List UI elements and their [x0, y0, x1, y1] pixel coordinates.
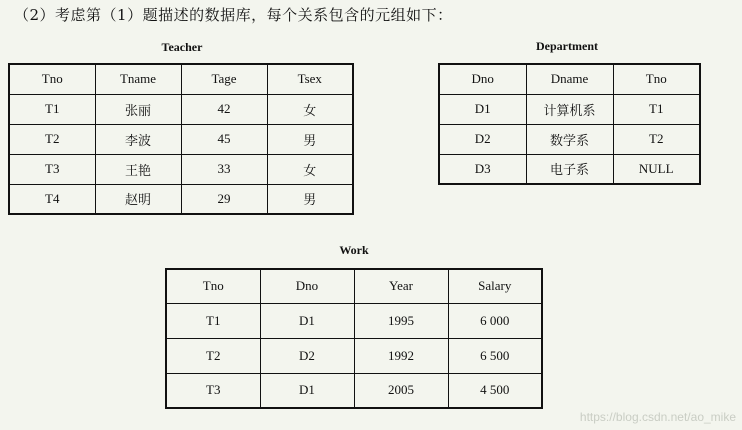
- table-cell: NULL: [613, 154, 700, 184]
- table-cell: 张丽: [95, 94, 181, 124]
- work-table: [165, 268, 543, 409]
- table-row: [9, 184, 353, 214]
- table-header-row: [439, 64, 700, 94]
- table-cell: 计算机系: [526, 94, 613, 124]
- column-header: Tno: [613, 64, 700, 94]
- table-cell: T1: [9, 94, 95, 124]
- table-cell: 1995: [354, 303, 448, 338]
- table-cell: D2: [260, 338, 354, 373]
- column-header: Dno: [260, 269, 354, 303]
- department-caption: Department: [536, 39, 598, 53]
- table-cell: D1: [260, 373, 354, 408]
- table-row: [439, 154, 700, 184]
- column-header: Year: [354, 269, 448, 303]
- table-row: [166, 338, 542, 373]
- table-cell: 4 500: [448, 373, 542, 408]
- watermark-text: https://blog.csdn.net/ao_mike: [579, 410, 736, 424]
- column-header: Tno: [9, 64, 95, 94]
- table-row: [166, 303, 542, 338]
- table-cell: T3: [166, 373, 260, 408]
- table-cell: 电子系: [526, 154, 613, 184]
- table-row: [9, 94, 353, 124]
- table-cell: T2: [9, 124, 95, 154]
- table-cell: D2: [439, 124, 526, 154]
- table-cell: 男: [267, 124, 353, 154]
- column-header: Salary: [448, 269, 542, 303]
- table-cell: 赵明: [95, 184, 181, 214]
- table-cell: T2: [166, 338, 260, 373]
- table-header-row: [9, 64, 353, 94]
- table-row: [9, 124, 353, 154]
- column-header: Dname: [526, 64, 613, 94]
- table-cell: 李波: [95, 124, 181, 154]
- table-row: [439, 94, 700, 124]
- table-cell: 1992: [354, 338, 448, 373]
- teacher-caption: Teacher: [161, 40, 203, 54]
- table-cell: D1: [260, 303, 354, 338]
- table-cell: 29: [181, 184, 267, 214]
- table-cell: T3: [9, 154, 95, 184]
- table-header-row: [166, 269, 542, 303]
- table-cell: 2005: [354, 373, 448, 408]
- column-header: Tage: [181, 64, 267, 94]
- table-cell: 45: [181, 124, 267, 154]
- problem-heading: （2）考虑第（1）题描述的数据库，每个关系包含的元组如下：: [14, 6, 453, 24]
- column-header: Tno: [166, 269, 260, 303]
- table-cell: D1: [439, 94, 526, 124]
- department-table: [438, 63, 701, 185]
- table-cell: 女: [267, 154, 353, 184]
- table-cell: 33: [181, 154, 267, 184]
- table-cell: 42: [181, 94, 267, 124]
- table-cell: 王艳: [95, 154, 181, 184]
- table-row: [9, 154, 353, 184]
- table-cell: 6 000: [448, 303, 542, 338]
- work-caption: Work: [339, 243, 369, 257]
- table-cell: 数学系: [526, 124, 613, 154]
- table-row: [166, 373, 542, 408]
- table-cell: T4: [9, 184, 95, 214]
- table-row: [439, 124, 700, 154]
- table-cell: T1: [166, 303, 260, 338]
- column-header: Dno: [439, 64, 526, 94]
- teacher-table: [8, 63, 354, 215]
- table-cell: 女: [267, 94, 353, 124]
- table-cell: D3: [439, 154, 526, 184]
- table-cell: 6 500: [448, 338, 542, 373]
- table-cell: 男: [267, 184, 353, 214]
- column-header: Tsex: [267, 64, 353, 94]
- table-cell: T1: [613, 94, 700, 124]
- table-cell: T2: [613, 124, 700, 154]
- column-header: Tname: [95, 64, 181, 94]
